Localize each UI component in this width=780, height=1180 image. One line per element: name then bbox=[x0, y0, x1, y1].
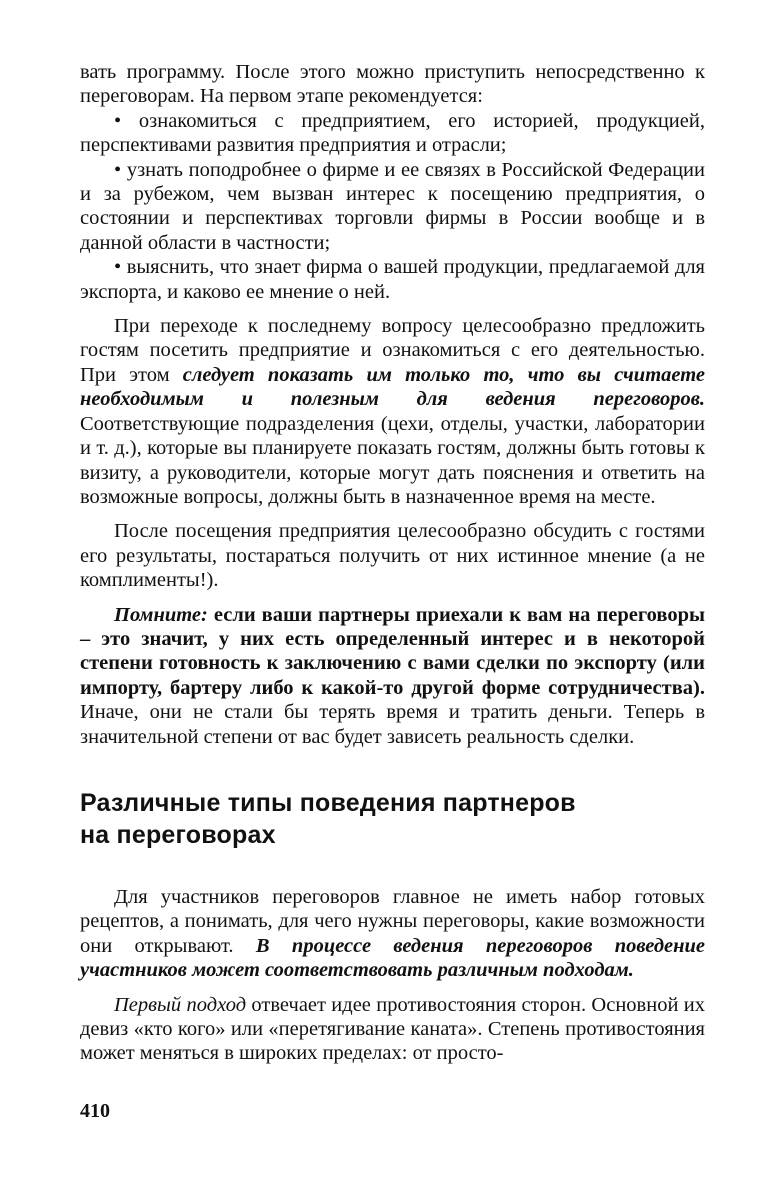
approach-term: Первый подход bbox=[114, 993, 247, 1016]
emphasis-text: следует показать им только то, что вы считаете необходимым и полезным для ведения переговоров. bbox=[80, 363, 705, 411]
paragraph-after-visit: После посещения предприятия целесообразно обсудить с гостями его результаты, постараться получить от них истинное мнение (а не комплименты!). bbox=[80, 520, 705, 592]
remember-label: Помните: bbox=[114, 603, 208, 626]
paragraph-intro: вать программу. После этого можно приступить непосредственно к переговорам. На первом этапе рекомендуется: bbox=[80, 61, 705, 108]
page-body bbox=[80, 60, 705, 1066]
bullet-icon bbox=[114, 159, 127, 181]
bullet-item-2: • узнать поподробнее о фирме и ее связях в Российской Федерации и за рубежом, чем вызван интерес к посещению предприятия, о состоянии и перспективах торговли фирмы в России вообще и в данной области в частности; bbox=[80, 158, 705, 256]
section-heading: Различные типы поведения партнеров на переговорах bbox=[80, 788, 576, 849]
paragraph-first-approach: Первый подход отвечает идее противостояния сторон. Основной их девиз «кто кого» или «перетягивание каната». Степень противостояния может меняться в широких пределах: от просто- bbox=[80, 993, 705, 1065]
emphasis-text: В процессе ведения переговоров поведение участников может соответствовать различным подходам. bbox=[80, 934, 705, 982]
bullet-icon bbox=[114, 256, 127, 278]
paragraph-remember: Помните: если ваши партнеры приехали к вам на переговоры – это значит, у них есть определенный интерес и в некоторой степени готовность к заключению с вами сделки по экспорту (или импорту, бартеру либо к какой-то другой форме сотрудничества). Иначе, они не стали бы терять время и тратить деньги. Теперь в значительной степени от вас будет зависеть реальность сделки. bbox=[80, 603, 705, 748]
page-number: 410 bbox=[80, 1100, 110, 1122]
emphasis-text: если ваши партнеры приехали к вам на переговоры – это значит, у них есть определенный интерес и в некоторой степени готовность к заключению с вами сделки по экспорту (или импорту, бартеру либо к какой-то другой форме сотрудничества). bbox=[80, 603, 705, 699]
paragraph-visit: При переходе к последнему вопросу целесообразно предложить гостям посетить предприятие и ознакомиться с его деятельностью. При этом следует показать им только то, что вы считаете необходимым и полезным для ведения переговоров. Соответствующие подразделения (цехи, отделы, участки, лаборатории и т. д.), которые вы планируете показать гостям, должны быть готовы к визиту, а руководители, которые могут дать пояснения и ответить на возможные вопросы, должны быть в назначенное время на месте. bbox=[80, 315, 705, 508]
paragraph-participants: Для участников переговоров главное не иметь набор готовых рецептов, а понимать, для чего нужны переговоры, какие возможности они открывают. В процессе ведения переговоров поведение участников может соответствовать различным подходам. bbox=[80, 885, 705, 982]
bullet-item-3: • выяснить, что знает фирма о вашей продукции, предлагаемой для экспорта, и каково ее мнение о ней. bbox=[80, 255, 705, 304]
bullet-icon bbox=[114, 110, 139, 132]
bullet-item-1: • ознакомиться с предприятием, его историей, продукцией, перспективами развития предприятия и отрасли; bbox=[80, 109, 705, 158]
